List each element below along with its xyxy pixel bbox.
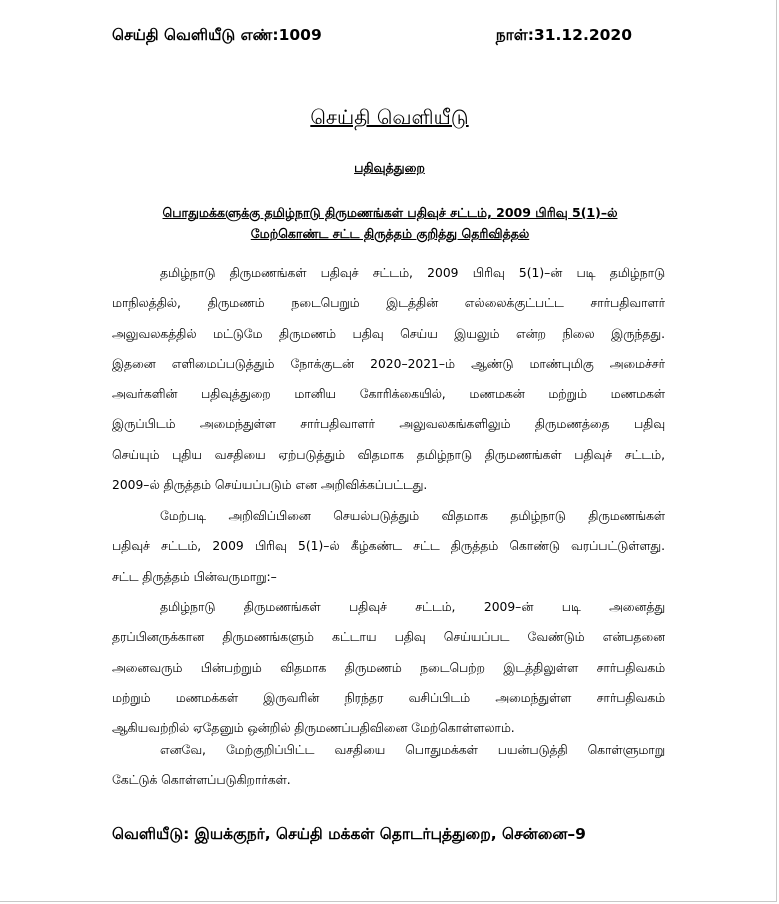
release-date: நாள்:31.12.2020 (495, 26, 632, 44)
release-header (112, 26, 632, 50)
paragraph-line: மேற்படி அறிவிப்பினை செயல்படுத்தும் விதமாக தமிழ்நாடு திருமணங்கள் (160, 509, 665, 523)
paragraph-line: அவர்களின் பதிவுத்துறை மானிய கோரிக்கையில், மணமகன் மற்றும் மணமகள் (112, 387, 665, 402)
subject-heading (120, 202, 660, 244)
paragraph-1 (112, 258, 665, 500)
paragraph-line: எனவே, மேற்குறிப்பிட்ட வசதியை பொதுமக்கள் பயன்படுத்தி கொள்ளுமாறு (160, 743, 665, 757)
issuer-footer: வெளியீடு: இயக்குநர், செய்தி மக்கள் தொடர்புத்துறை, சென்னை–9 (112, 825, 586, 843)
department-heading: பதிவுத்துறை (354, 160, 425, 175)
paragraph-4 (112, 735, 665, 796)
paragraph-line: அலுவலகத்தில் மட்டுமே திருமணம் பதிவு செய்ய இயலும் என்ற நிலை இருந்தது. (112, 326, 665, 341)
paragraph-line: தமிழ்நாடு திருமணங்கள் பதிவுச் சட்டம், 2009 பிரிவு 5(1)–ன் படி தமிழ்நாடு (160, 266, 665, 280)
page-title: செய்தி வெளியீடு (310, 105, 469, 129)
paragraph-line: 2009–ல் திருத்தம் செய்யப்படும் என அறிவிக்கப்பட்டது. (112, 478, 428, 493)
paragraph-2 (112, 501, 665, 592)
paragraph-line: அனைவரும் பின்பற்றும் விதமாக திருமணம் நடைபெற்ற இடத்திலுள்ள சார்பதிவகம் (112, 660, 665, 675)
paragraph-line: இதனை எளிமைப்படுத்தும் நோக்குடன் 2020–2021–ம் ஆண்டு மாண்புமிகு அமைச்சர் (112, 356, 665, 371)
paragraph-line: மற்றும் மணமக்கள் இருவரின் நிரந்தர வசிப்பிடம் அமைந்துள்ள சார்பதிவகம் (112, 690, 665, 705)
release-number: செய்தி வெளியீடு எண்:1009 (112, 26, 322, 44)
paragraph-line: சட்ட திருத்தம் பின்வருமாறு:– (112, 569, 277, 584)
paragraph-line: இருப்பிடம் அமைந்துள்ள சார்பதிவாளர் அலுவலகங்களிலும் திருமணத்தை பதிவு (112, 417, 665, 432)
paragraph-line: ஆகியவற்றில் ஏதேனும் ஒன்றில் திருமணப்பதிவினை மேற்கொள்ளலாம். (112, 721, 515, 736)
subject-line-1: பொதுமக்களுக்கு தமிழ்நாடு திருமணங்கள் பதிவுச் சட்டம், 2009 பிரிவு 5(1)–ல் (162, 205, 618, 220)
paragraph-line: கேட்டுக் கொள்ளப்படுகிறார்கள். (112, 773, 291, 788)
subject-line-2: மேற்கொண்ட சட்ட திருத்தம் குறித்து தெரிவித்தல் (250, 226, 530, 241)
paragraph-line: தரப்பினருக்கான திருமணங்களும் கட்டாய பதிவு செய்யப்பட வேண்டும் என்பதனை (112, 630, 665, 645)
paragraph-line: செய்யும் புதிய வசதியை ஏற்படுத்தும் விதமாக தமிழ்நாடு திருமணங்கள் பதிவுச் சட்டம், (112, 447, 665, 462)
paragraph-line: தமிழ்நாடு திருமணங்கள் பதிவுச் சட்டம், 2009–ன் படி அனைத்து (160, 600, 665, 614)
paragraph-3 (112, 592, 665, 743)
paragraph-line: மாநிலத்தில், திருமணம் நடைபெறும் இடத்தின் எல்லைக்குட்பட்ட சார்பதிவாளர் (112, 296, 665, 311)
paragraph-line: பதிவுச் சட்டம், 2009 பிரிவு 5(1)–ல் கீழ்கண்ட சட்ட திருத்தம் கொண்டு வரப்பட்டுள்ளது. (112, 539, 665, 554)
